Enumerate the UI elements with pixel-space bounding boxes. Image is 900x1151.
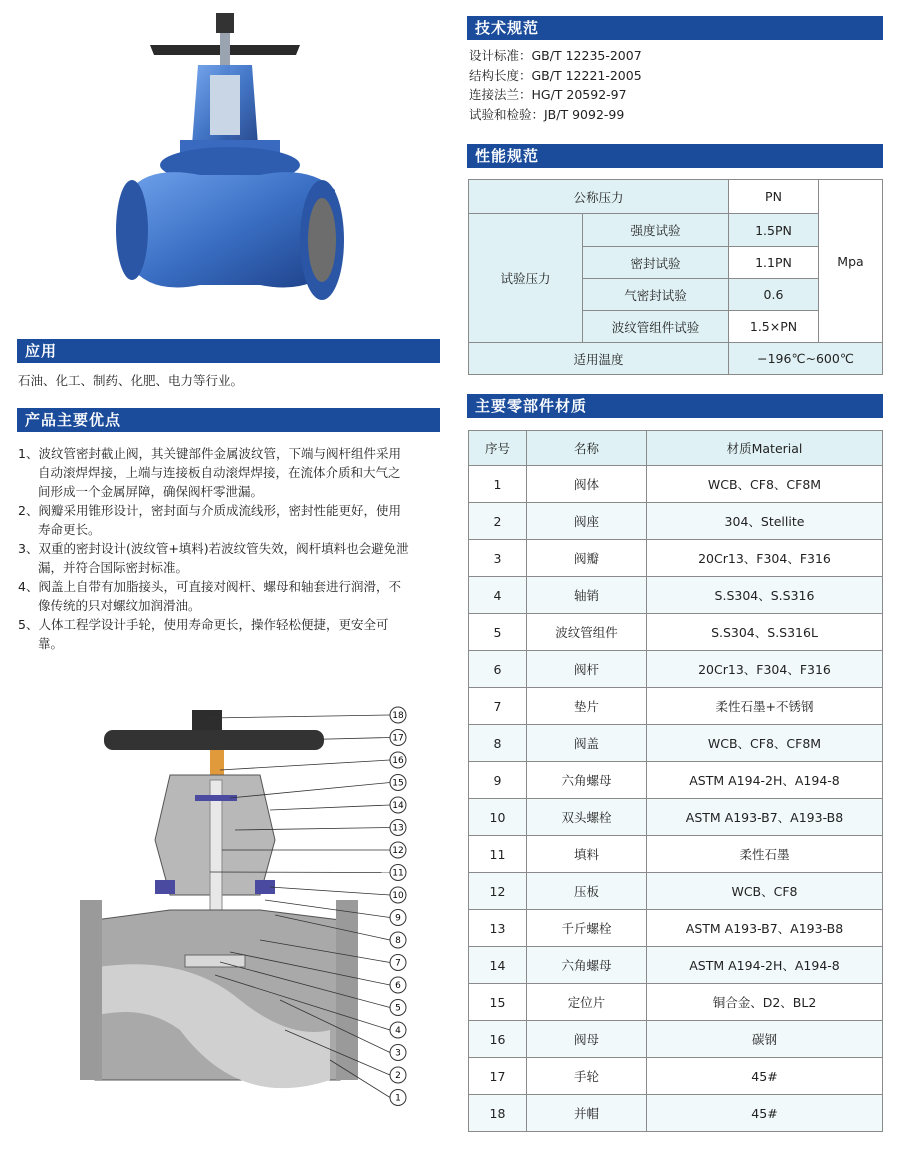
table-row <box>469 873 883 910</box>
callout-number: 2 <box>395 1071 401 1081</box>
callout-number: 15 <box>392 778 404 789</box>
cell-index: 11 <box>469 836 527 873</box>
cell-index: 15 <box>469 984 527 1021</box>
cell-index: 4 <box>469 577 527 614</box>
advantage-line: 间形成一个金属屏障，确保阀杆零泄漏。 <box>38 484 264 499</box>
advantage-line: 漏，并符合国际密封标准。 <box>38 560 189 575</box>
cell-material: WCB、CF8、CF8M <box>647 725 883 762</box>
performance-header: 性能规范 <box>467 144 883 168</box>
advantage-line: 2、阀瓣采用锥形设计，密封面与介质成流线形，密封性能更好，使用 <box>18 503 401 518</box>
cell-index: 9 <box>469 762 527 799</box>
cell-name: 六角螺母 <box>527 762 647 799</box>
cell-name: 阀盖 <box>527 725 647 762</box>
cell-material: WCB、CF8 <box>647 873 883 910</box>
cell-name: 双头螺栓 <box>527 799 647 836</box>
pressure-unit: Mpa <box>819 180 883 343</box>
parts-table-header-row <box>469 431 883 466</box>
advantage-line: 5、人体工程学设计手轮，使用寿命更长，操作轻松便捷，更安全可 <box>18 617 389 632</box>
table-row <box>469 984 883 1021</box>
callout-number: 4 <box>395 1026 401 1036</box>
table-row <box>469 651 883 688</box>
cell-name: 定位片 <box>527 984 647 1021</box>
tech-spec-header: 技术规范 <box>467 16 883 40</box>
advantage-line: 靠。 <box>38 636 64 651</box>
cell-material: WCB、CF8、CF8M <box>647 466 883 503</box>
callout-number: 16 <box>392 756 404 766</box>
callout-number: 12 <box>392 846 404 856</box>
table-row <box>469 540 883 577</box>
callout-number: 14 <box>392 801 404 811</box>
cell-material: 20Cr13、F304、F316 <box>647 651 883 688</box>
cell-material: ASTM A193-B7、A193-B8 <box>647 799 883 836</box>
tech-spec-line: 试验和检验：JB/T 9092-99 <box>469 106 625 122</box>
cell-material: 45# <box>647 1058 883 1095</box>
table-row <box>469 762 883 799</box>
table-row <box>469 799 883 836</box>
callout-number: 17 <box>392 733 404 744</box>
cell-index: 14 <box>469 947 527 984</box>
nominal-pressure-label: 公称压力 <box>469 180 729 214</box>
callout-number: 9 <box>395 913 401 924</box>
cell-index: 7 <box>469 688 527 725</box>
cell-name: 千斤螺栓 <box>527 910 647 947</box>
cell-index: 5 <box>469 614 527 651</box>
callout-number: 6 <box>395 981 401 991</box>
header-material: 材质Material <box>647 431 883 466</box>
table-row <box>469 725 883 762</box>
test-name: 强度试验 <box>583 214 729 247</box>
tech-spec-line: 结构长度：GB/T 12221-2005 <box>469 67 642 83</box>
advantage-line: 寿命更长。 <box>38 522 101 537</box>
cell-name: 波纹管组件 <box>527 614 647 651</box>
cell-name: 填料 <box>527 836 647 873</box>
valve-cross-section-diagram <box>60 700 420 1120</box>
callout-number: 18 <box>392 711 404 721</box>
cell-material: S.S304、S.S316L <box>647 614 883 651</box>
cell-index: 10 <box>469 799 527 836</box>
cell-name: 垫片 <box>527 688 647 725</box>
cell-index: 2 <box>469 503 527 540</box>
valve-photo <box>110 5 350 325</box>
table-row <box>469 1095 883 1132</box>
cell-name: 阀体 <box>527 466 647 503</box>
table-row <box>469 614 883 651</box>
cell-name: 轴销 <box>527 577 647 614</box>
test-name: 密封试验 <box>583 247 729 279</box>
callout-number: 5 <box>395 1003 401 1014</box>
callout-leader <box>220 760 390 770</box>
cell-name: 压板 <box>527 873 647 910</box>
callout-number: 7 <box>395 958 401 969</box>
test-value: 1.5PN <box>729 214 819 247</box>
callout-number: 11 <box>392 868 404 879</box>
cell-index: 16 <box>469 1021 527 1058</box>
cell-name: 六角螺母 <box>527 947 647 984</box>
advantages-header: 产品主要优点 <box>17 408 440 432</box>
table-row <box>469 1021 883 1058</box>
cell-index: 6 <box>469 651 527 688</box>
table-row <box>469 688 883 725</box>
callout-leader <box>210 872 390 873</box>
header-index: 序号 <box>469 431 527 466</box>
application-text: 石油、化工、制药、化肥、电力等行业。 <box>18 373 244 388</box>
table-row <box>469 910 883 947</box>
advantage-line: 3、双重的密封设计(波纹管+填料)若波纹管失效，阀杆填料也会避免泄 <box>18 541 409 556</box>
test-value: 1.5×PN <box>729 311 819 343</box>
cell-name: 阀座 <box>527 503 647 540</box>
tech-spec-list <box>469 46 879 124</box>
header-name: 名称 <box>527 431 647 466</box>
cell-index: 12 <box>469 873 527 910</box>
table-row <box>469 836 883 873</box>
cell-material: 45# <box>647 1095 883 1132</box>
cell-material: 304、Stellite <box>647 503 883 540</box>
cell-material: 柔性石墨 <box>647 836 883 873</box>
advantage-line: 1、波纹管密封截止阀，其关键部件金属波纹管，下端与阀杆组件采用 <box>18 446 401 461</box>
advantages-list <box>18 444 443 653</box>
cell-name: 阀杆 <box>527 651 647 688</box>
cell-material: 柔性石墨+不锈钢 <box>647 688 883 725</box>
table-row <box>469 503 883 540</box>
advantage-line: 像传统的只对螺纹加润滑油。 <box>38 598 201 613</box>
cell-material: 铜合金、D2、BL2 <box>647 984 883 1021</box>
performance-table <box>468 179 883 375</box>
callout-leader <box>270 805 390 810</box>
test-value: 1.1PN <box>729 247 819 279</box>
parts-header: 主要零部件材质 <box>467 394 883 418</box>
callout-leader <box>270 887 390 895</box>
cell-material: 20Cr13、F304、F316 <box>647 540 883 577</box>
cell-material: ASTM A194-2H、A194-8 <box>647 947 883 984</box>
tech-spec-line: 连接法兰：HG/T 20592-97 <box>469 87 627 102</box>
cell-index: 1 <box>469 466 527 503</box>
cell-material: ASTM A194-2H、A194-8 <box>647 762 883 799</box>
nominal-pressure-value: PN <box>729 180 819 214</box>
cell-index: 18 <box>469 1095 527 1132</box>
advantage-line: 4、阀盖上自带有加脂接头，可直接对阀杆、螺母和轴套进行润滑，不 <box>18 579 401 594</box>
callout-number: 3 <box>395 1048 401 1059</box>
table-row <box>469 947 883 984</box>
cell-material: 碳钢 <box>647 1021 883 1058</box>
advantage-line: 自动滚焊焊接，上端与连接板自动滚焊焊接，在流体介质和大气之 <box>38 465 401 480</box>
cell-material: ASTM A193-B7、A193-B8 <box>647 910 883 947</box>
callout-number: 8 <box>395 936 401 946</box>
tech-spec-line: 设计标准：GB/T 12235-2007 <box>469 48 642 63</box>
test-name: 波纹管组件试验 <box>583 311 729 343</box>
cell-name: 阀瓣 <box>527 540 647 577</box>
cell-name: 手轮 <box>527 1058 647 1095</box>
callout-number: 13 <box>392 823 404 834</box>
test-name: 气密封试验 <box>583 279 729 311</box>
test-pressure-label: 试验压力 <box>469 214 583 343</box>
cell-index: 8 <box>469 725 527 762</box>
test-value: 0.6 <box>729 279 819 311</box>
cell-index: 17 <box>469 1058 527 1095</box>
cell-name: 并帽 <box>527 1095 647 1132</box>
cell-index: 13 <box>469 910 527 947</box>
temperature-label: 适用温度 <box>469 343 729 375</box>
callout-number: 1 <box>395 1093 401 1104</box>
parts-table <box>468 430 883 1132</box>
table-row <box>469 1058 883 1095</box>
temperature-value: −196℃~600℃ <box>729 343 883 375</box>
cell-index: 3 <box>469 540 527 577</box>
callout-leader <box>210 715 390 718</box>
application-header: 应用 <box>17 339 440 363</box>
table-row <box>469 466 883 503</box>
cell-material: S.S304、S.S316 <box>647 577 883 614</box>
callout-number: 10 <box>392 891 404 901</box>
cell-name: 阀母 <box>527 1021 647 1058</box>
table-row <box>469 577 883 614</box>
